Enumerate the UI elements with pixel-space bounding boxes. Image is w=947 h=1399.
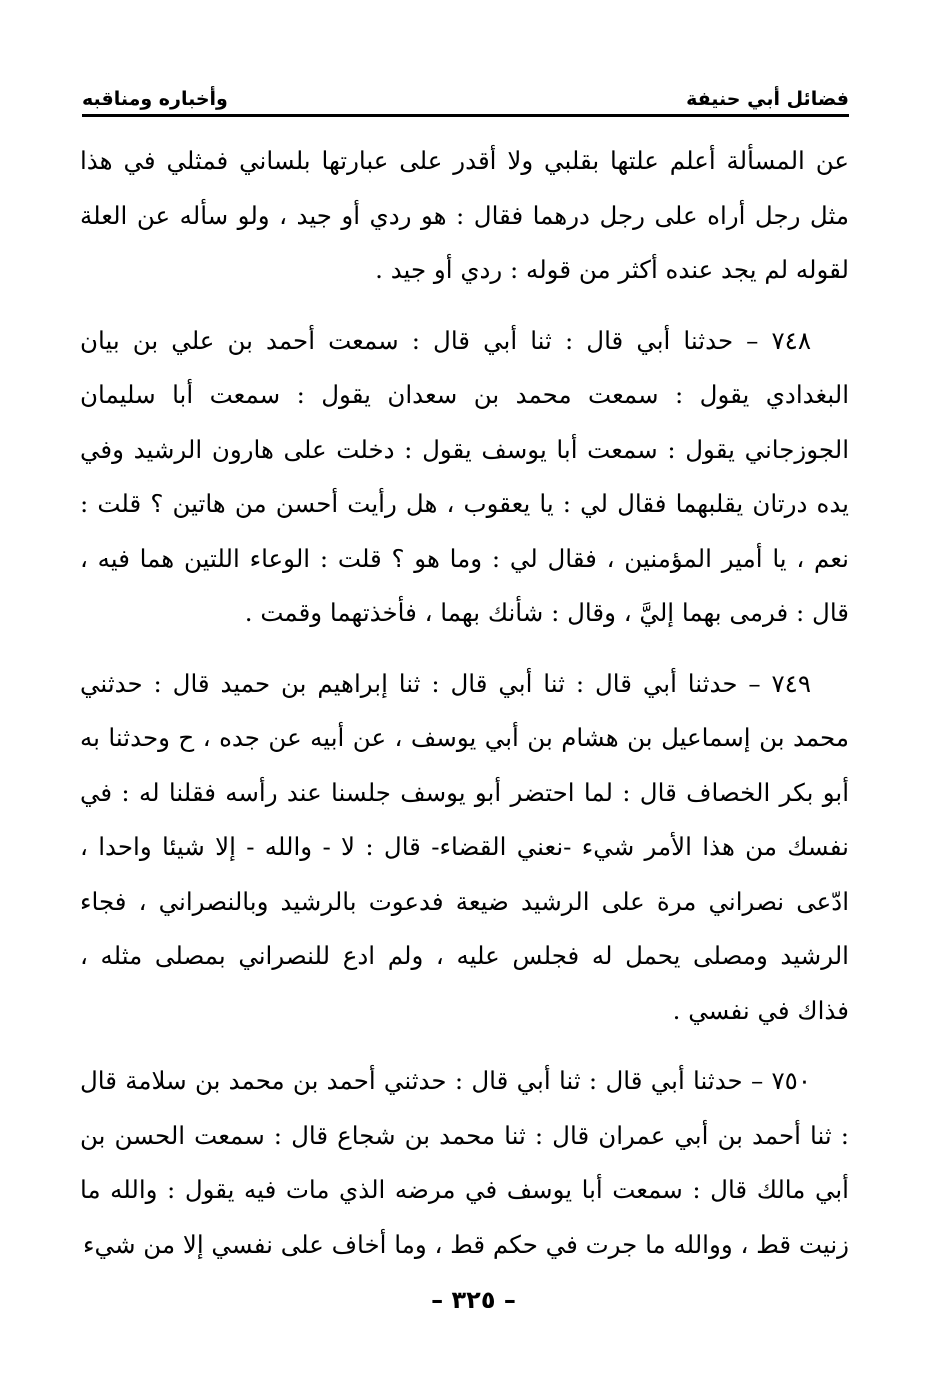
paragraph-continuation: عن المسألة أعلم علتها بقلبي ولا أقدر على عبارتها بلساني فمثلي في هذا مثل رجل أراه على رجل درهما فقال : هو ردي أو جيد ، ولو سأله عن العلة لقوله لم يجد عنده أكثر من قوله : ردي أو جيد . [80,146,849,284]
page-number: – ٣٢٥ – [431,1286,516,1314]
running-header [82,78,849,114]
header-section-title: وأخباره ومناقبه [82,88,228,110]
page-body [80,134,849,1272]
paragraph-748: ٧٤٨ – حدثنا أبي قال : ثنا أبي قال : سمعت أحمد بن علي بن بيان البغدادي يقول : سمعت محمد بن سعدان يقول : سمعت أبا سليمان الجوزجاني يقول : سمعت أبا يوسف يقول : دخلت على هارون الرشيد وفي يده درتان يقلبهما فقال لي : يا يعقوب ، هل رأيت أحسن من هاتين ؟ قلت : نعم ، يا أمير المؤمنين ، فقال لي : وما هو ؟ قلت : الوعاء اللتين هما فيه ، قال : فرمى بهما إليَّ ، وقال : شأنك بهما ، فأخذتهما وقمت . [80,325,849,627]
header-divider [82,114,849,117]
paragraph-750: ٧٥٠ – حدثنا أبي قال : ثنا أبي قال : حدثني أحمد بن محمد بن سلامة قال : ثنا أحمد بن أبي عمران قال : ثنا محمد بن شجاع قال : سمعت الحسن بن أبي مالك قال : سمعت أبا يوسف في مرضه الذي مات فيه يقول : والله ما زنيت قط ، ووالله ما جرت في حكم قط ، وما أخاف على نفسي إلا من شيء [80,1066,849,1259]
header-book-title: فضائل أبي حنيفة [686,88,849,110]
paragraph-749: ٧٤٩ – حدثنا أبي قال : ثنا أبي قال : ثنا إبراهيم بن حميد قال : حدثني محمد بن إسماعيل بن هشام بن أبي يوسف ، عن أبيه عن جده ، ح وحدثنا به أبو بكر الخصاف قال : لما احتضر أبو يوسف جلسنا عند رأسه فقلنا له : في نفسك من هذا الأمر شيء -نعني القضاء- قال : لا - والله - إلا شيئا واحدا ، ادّعى نصراني مرة على الرشيد ضيعة فدعوت بالرشيد وبالنصراني ، فجاء الرشيد ومصلى يحمل له فجلس عليه ، ولم ادع للنصراني بمصلى مثله ، فذاك في نفسي . [80,668,849,1025]
